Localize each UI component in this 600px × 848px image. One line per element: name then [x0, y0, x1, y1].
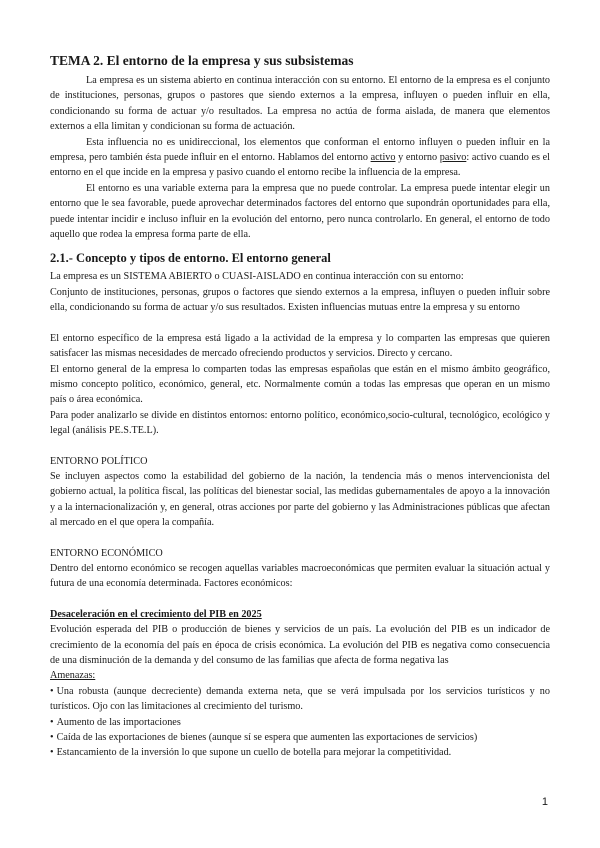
- document-title: TEMA 2. El entorno de la empresa y sus subsistemas: [50, 53, 354, 68]
- economico-paragraph: Dentro del entorno económico se recogen aquellas variables macroeconómicas que permiten evaluar la situación actual y futura de una economía determinada. Factores económicos:: [50, 562, 550, 590]
- list-item: • Caída de las exportaciones de bienes (aunque sí se espera que aumenten las exportaciones de servicios): [50, 730, 550, 745]
- intro-paragraph-1: La empresa es un sistema abierto en continua interacción con su entorno. El entorno de la empresa es el conjunto de instituciones, personas, grupos o pastores que siendo externos a la empresa, influyen o pueden influir en ella, condicionando su forma de actuar y/o resultados. La empresa no actúa de forma aislada, de manera que elementos externos a ella limitan y condicionan su forma de actuación.: [50, 75, 550, 133]
- document-page: [50, 52, 550, 761]
- text-run: Esta influencia no es unidireccional, los elementos que conforman el entorno influyen o pueden influir en la empresa, pero también ésta puede influir en el entorno. Hablamos del entorno: [50, 136, 550, 164]
- amenazas-label: [50, 668, 550, 683]
- amenazas-text: Amenazas:: [50, 670, 96, 682]
- pib-paragraph: Evolución esperada del PIB o producción de bienes y servicios de un país. La evolución del PIB es un indicador de crecimiento de la economía del país en época de crisis económica. La evolución del PIB es negativa como consecuencia de una disminución de la demanda y del consumo de las familias que afecta de forma negativa las: [50, 624, 550, 666]
- section-paragraph-5: Para poder analizarlo se divide en distintos entornos: entorno político, económico,socio-cultural, tecnológico, ecológico y legal (análisis PE.S.TE.L).: [50, 409, 550, 437]
- term-pasivo: pasivo: [439, 152, 467, 164]
- section-paragraph-1: La empresa es un SISTEMA ABIERTO o CUASI-AISLADO en continua interacción con su entorno:: [50, 271, 464, 283]
- pib-heading: Desaceleración en el crecimiento del PIB en 2025: [50, 608, 262, 620]
- economico-heading: ENTORNO ECONÓMICO: [50, 547, 163, 559]
- page-number: 1: [541, 796, 548, 808]
- politico-heading: ENTORNO POLÍTICO: [50, 455, 148, 467]
- text-run: : activo cuando es el entorno en el que incide en la empresa y pasivo cuando el entorno recibe la influencia de la empresa.: [50, 152, 551, 179]
- intro-paragraph-3: El entorno es una variable externa para la empresa que no puede controlar. La empresa puede intentar elegir un entorno que le sea favorable, puede aprovechar determinados factores del entorno que supondrán oportunidades para ella, puede intentar incidir e incluso influir en la evolución del entorno, pero nunca controlarlo. En general, el entorno de todo aquello que rodea la empresa forma parte de ella.: [50, 182, 550, 241]
- term-activo: activo: [370, 152, 396, 164]
- list-item: • Aumento de las importaciones: [50, 715, 550, 730]
- section-paragraph-2: Conjunto de instituciones, personas, grupos o factores que siendo externos a la empresa, influyen o pueden influir sobre ella, condicionando su forma de actuar y/o sus resultados. Existen influencias mutuas entre la empresa y su entorno: [50, 286, 550, 314]
- list-item: • Una robusta (aunque decreciente) demanda externa neta, que se verá impulsada por los servicios turísticos y no turísticos. Ojo con las limitaciones al crecimiento del turismo.: [50, 684, 550, 715]
- section-heading: 2.1.- Concepto y tipos de entorno. El entorno general: [50, 251, 331, 266]
- list-item: • Estancamiento de la inversión lo que supone un cuello de botella para mejorar la competitividad.: [50, 745, 550, 760]
- amenazas-list: [50, 684, 550, 761]
- section-paragraph-4: El entorno general de la empresa lo comparten todas las empresas españolas que están en el mismo ámbito geográfico, mismo concepto político, económico, general, etc. Normalmente común a todas las empresas que operan en un mismo país o área económica.: [50, 363, 550, 406]
- text-run: y entorno: [395, 152, 440, 164]
- section-paragraph-3: El entorno específico de la empresa está ligado a la actividad de la empresa y lo comparten las empresas que quieren satisfacer las mismas necesidades de mercado ofreciendo productos y servicios. Directo y cercano.: [50, 332, 550, 360]
- intro-paragraph-2: [50, 135, 550, 181]
- politico-paragraph: Se incluyen aspectos como la estabilidad del gobierno de la nación, la tendencia más o menos intervencionista del gobierno actual, la política fiscal, las políticas del bienestar social, las medidas gubernamentales de apoyo a la innovación y a la internacionalización y, en general, otras acciones por parte del gobierno y las Administraciones públicas que afectan al mercado en el que opera la compañía.: [50, 470, 550, 529]
